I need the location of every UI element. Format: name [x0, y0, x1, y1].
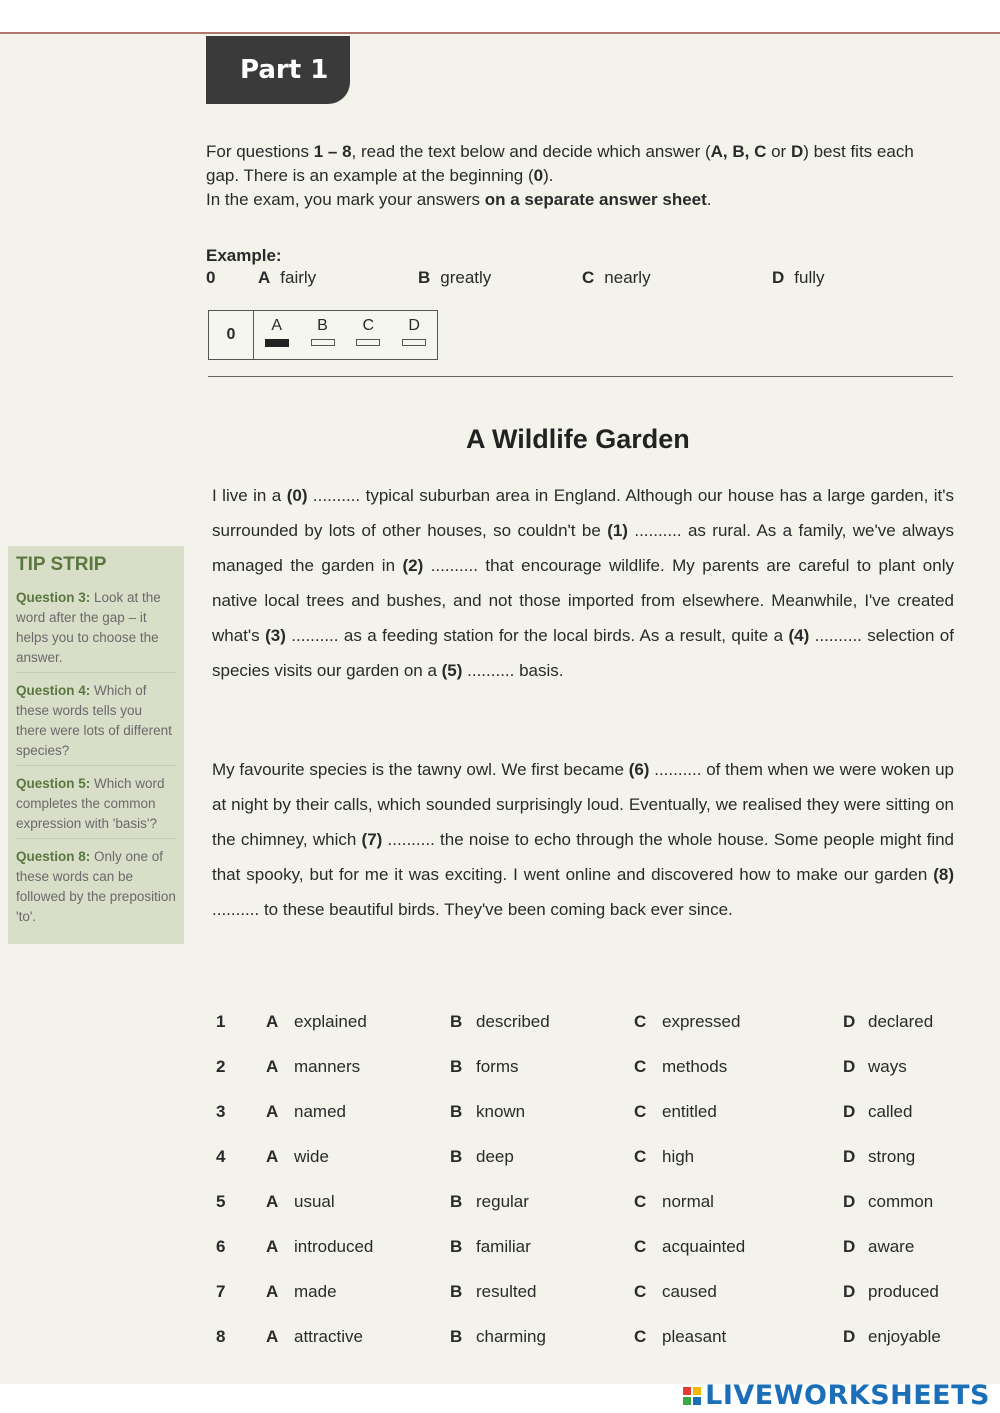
option-letter: D — [772, 268, 785, 287]
liveworksheets-logo-icon — [683, 1387, 701, 1405]
example-option-b — [418, 268, 491, 288]
option-letter-a[interactable]: A — [266, 1282, 279, 1301]
option-text-b[interactable]: familiar — [476, 1237, 531, 1256]
option-letter-b[interactable]: B — [450, 1327, 463, 1346]
instr-answer-sheet: on a separate answer sheet — [484, 190, 707, 209]
option-letter-c[interactable]: C — [634, 1327, 647, 1346]
instr-text: , read the text below and decide which answer ( — [351, 142, 711, 161]
tip-item-question-5 — [16, 774, 176, 839]
option-letter-c[interactable]: C — [634, 1282, 647, 1301]
answer-bubble-b[interactable] — [300, 311, 346, 359]
option-text: fairly — [280, 268, 317, 287]
bubble-letter: D — [408, 317, 420, 334]
option-letter-a[interactable]: A — [266, 1147, 279, 1166]
option-letter-d[interactable]: D — [843, 1012, 856, 1031]
worksheet-page — [0, 32, 1000, 1384]
instr-text: In the exam, you mark your answers — [206, 190, 485, 209]
passage-title: A Wildlife Garden — [466, 424, 690, 454]
bubble-letter: C — [362, 317, 375, 334]
tip-text: Look at the word after the gap – it helps you to choose the answer. — [16, 590, 161, 665]
option-letter-c[interactable]: C — [634, 1012, 647, 1031]
option-letter-d[interactable]: D — [843, 1237, 856, 1256]
option-text-b[interactable]: deep — [476, 1147, 514, 1166]
instructions-answer-sheet — [206, 188, 951, 212]
option-text-b[interactable]: resulted — [476, 1282, 537, 1301]
option-text-c[interactable]: high — [662, 1147, 695, 1166]
option-text-a[interactable]: made — [294, 1282, 337, 1301]
liveworksheets-brand — [683, 1380, 990, 1411]
brand-text: LIVEWORKSHEETS — [705, 1380, 990, 1411]
instr-option-d: D — [790, 142, 804, 161]
option-text-b[interactable]: known — [476, 1102, 526, 1121]
option-text-a[interactable]: explained — [294, 1012, 367, 1031]
tip-question-label: Question 3: — [16, 590, 91, 605]
question-number: 6 — [216, 1237, 226, 1256]
option-letter-d[interactable]: D — [843, 1282, 856, 1301]
option-letter-c[interactable]: C — [634, 1057, 647, 1076]
option-letter-a[interactable]: A — [266, 1057, 279, 1076]
option-text-d[interactable]: produced — [868, 1282, 939, 1301]
passage-text: .......... of them when we were woken up at night by their calls, which sounded surprisingly loud. Eventually, we realised they were sitting on the chimney, which — [212, 760, 954, 849]
gap-number: (4) — [788, 626, 810, 645]
answer-bubble-c[interactable] — [345, 311, 391, 359]
option-text-c[interactable]: methods — [662, 1057, 728, 1076]
option-text-c[interactable]: caused — [662, 1282, 717, 1301]
tip-question-label: Question 8: — [16, 849, 91, 864]
option-letter-d[interactable]: D — [843, 1147, 856, 1166]
section-divider — [208, 376, 953, 377]
option-letter-a[interactable]: A — [266, 1327, 279, 1346]
instr-text: ) best fits each gap. There is an example at the beginning ( — [206, 142, 914, 185]
option-text-d[interactable]: called — [868, 1102, 913, 1121]
example-label: Example: — [206, 246, 282, 265]
option-text-c[interactable]: entitled — [662, 1102, 717, 1121]
option-text-c[interactable]: expressed — [662, 1012, 741, 1031]
option-letter: A — [258, 268, 271, 287]
question-number: 1 — [216, 1012, 226, 1031]
option-text: fully — [794, 268, 825, 287]
empty-bubble-mark — [402, 339, 426, 346]
instr-text: ). — [543, 166, 554, 185]
option-text-d[interactable]: enjoyable — [868, 1327, 941, 1346]
option-text-b[interactable]: regular — [476, 1192, 529, 1211]
question-number: 5 — [216, 1192, 226, 1211]
option-text-a[interactable]: attractive — [294, 1327, 363, 1346]
question-row — [216, 1282, 956, 1306]
option-text-c[interactable]: pleasant — [662, 1327, 727, 1346]
option-letter-c[interactable]: C — [634, 1192, 647, 1211]
option-text-b[interactable]: charming — [476, 1327, 546, 1346]
option-text-b[interactable]: forms — [476, 1057, 519, 1076]
instr-range: 1 – 8 — [313, 142, 352, 161]
tip-text: Which word completes the common expression with 'basis'? — [16, 776, 165, 831]
empty-bubble-mark — [311, 339, 335, 346]
tip-item-question-8 — [16, 847, 176, 931]
question-row — [216, 1192, 956, 1216]
option-text-a[interactable]: usual — [294, 1192, 335, 1211]
passage-text: .......... as rural. As a family, we've always managed the garden in — [212, 521, 954, 575]
example-answer-box — [208, 310, 438, 360]
example-number-text: 0 — [206, 268, 216, 287]
instr-text: . — [706, 190, 712, 209]
option-letter-a[interactable]: A — [266, 1192, 279, 1211]
empty-bubble-mark — [356, 339, 380, 346]
option-text: nearly — [604, 268, 651, 287]
gap-number: (8) — [933, 865, 954, 884]
option-text-a[interactable]: manners — [294, 1057, 361, 1076]
option-letter-b[interactable]: B — [450, 1282, 463, 1301]
tip-item-question-3 — [16, 588, 176, 673]
question-row — [216, 1327, 956, 1351]
instr-options: A, B, C — [710, 142, 767, 161]
answer-bubble-d[interactable] — [391, 311, 437, 359]
tip-question-label: Question 4: — [16, 683, 91, 698]
example-number — [206, 268, 225, 288]
option-letter-a[interactable]: A — [266, 1012, 279, 1031]
question-number: 4 — [216, 1147, 226, 1166]
answer-bubble-a[interactable] — [254, 311, 300, 359]
passage-text: I live in a — [212, 486, 287, 505]
gap-number: (6) — [628, 760, 650, 779]
option-text-a[interactable]: named — [294, 1102, 346, 1121]
filled-bubble-mark — [265, 339, 289, 347]
instr-zero: 0 — [533, 166, 544, 185]
example-option-d — [772, 268, 825, 288]
question-number: 8 — [216, 1327, 226, 1346]
passage-text: .......... selection of species visits our garden on a — [212, 626, 954, 680]
gap-number: (1) — [607, 521, 628, 540]
question-row — [216, 1147, 956, 1171]
example-option-a — [258, 268, 316, 288]
passage-text: .......... basis. — [462, 661, 564, 680]
option-text-d[interactable]: common — [868, 1192, 934, 1211]
tip-text: Only one of these words can be followed by the preposition 'to'. — [16, 849, 176, 924]
tip-text: Which of these words tells you there were lots of different species? — [16, 683, 172, 758]
option-letter-b[interactable]: B — [450, 1237, 463, 1256]
tip-strip — [8, 546, 184, 944]
example-option-c — [582, 268, 651, 288]
option-letter-b[interactable]: B — [450, 1012, 463, 1031]
option-letter-d[interactable]: D — [843, 1192, 856, 1211]
tip-item-question-4 — [16, 681, 176, 766]
option-letter-d[interactable]: D — [843, 1327, 856, 1346]
question-row — [216, 1012, 956, 1036]
instructions-paragraph — [206, 140, 951, 188]
option-text: greatly — [440, 268, 492, 287]
gap-number: (5) — [441, 661, 463, 680]
question-number: 7 — [216, 1282, 226, 1301]
option-letter-c[interactable]: C — [634, 1102, 647, 1121]
passage-paragraph-1 — [212, 478, 954, 688]
option-text-d[interactable]: aware — [868, 1237, 915, 1256]
gap-number: (0) — [286, 486, 308, 505]
option-text-d[interactable]: declared — [868, 1012, 934, 1031]
option-letter-c[interactable]: C — [634, 1147, 647, 1166]
passage-text: .......... to these beautiful birds. They've been coming back ever since. — [212, 900, 733, 919]
option-letter: B — [418, 268, 431, 287]
option-text-b[interactable]: described — [476, 1012, 550, 1031]
passage-text: .......... typical suburban area in England. Although our house has a large garden, it's surrounded by lots of other houses, so couldn't be — [212, 486, 955, 540]
passage-text: .......... the noise to echo through the whole house. Some people might find that spooky, but for me it was exciting. I went online and discovered how to make our garden — [212, 830, 954, 884]
bubble-letter: A — [271, 317, 283, 334]
option-letter-b[interactable]: B — [450, 1057, 463, 1076]
option-letter-a[interactable]: A — [266, 1102, 279, 1121]
instr-text: or — [766, 142, 791, 161]
gap-number: (2) — [402, 556, 424, 575]
passage-text: My favourite species is the tawny owl. We first became — [212, 760, 629, 779]
passage-text: .......... as a feeding station for the local birds. As a result, quite a — [285, 626, 789, 645]
bubble-letter: B — [317, 317, 328, 334]
option-text-c[interactable]: normal — [662, 1192, 714, 1211]
tip-question-label: Question 5: — [16, 776, 91, 791]
instr-text: For questions — [206, 142, 314, 161]
question-number: 3 — [216, 1102, 226, 1121]
option-letter-d[interactable]: D — [843, 1102, 856, 1121]
passage-text: .......... that encourage wildlife. My parents are careful to plant only native local trees and bushes, and not those imported from elsewhere. Meanwhile, I've created what's — [212, 556, 954, 645]
tip-strip-title: TIP STRIP — [16, 554, 107, 575]
gap-number: (3) — [265, 626, 286, 645]
option-letter-b[interactable]: B — [450, 1147, 463, 1166]
answer-box-number: 0 — [209, 311, 254, 359]
option-letter-d[interactable]: D — [843, 1057, 856, 1076]
option-text-a[interactable]: introduced — [294, 1237, 374, 1256]
question-row — [216, 1237, 956, 1261]
option-letter: C — [582, 268, 595, 287]
question-row — [216, 1102, 956, 1126]
part-tab: Part 1 — [206, 36, 350, 104]
question-number: 2 — [216, 1057, 226, 1076]
option-text-a[interactable]: wide — [294, 1147, 329, 1166]
option-letter-a[interactable]: A — [266, 1237, 279, 1256]
option-letter-b[interactable]: B — [450, 1192, 463, 1211]
option-text-d[interactable]: strong — [868, 1147, 916, 1166]
option-letter-c[interactable]: C — [634, 1237, 647, 1256]
option-letter-b[interactable]: B — [450, 1102, 463, 1121]
passage-paragraph-2 — [212, 752, 954, 927]
option-text-c[interactable]: acquainted — [662, 1237, 746, 1256]
gap-number: (7) — [361, 830, 383, 849]
option-text-d[interactable]: ways — [868, 1057, 907, 1076]
question-row — [216, 1057, 956, 1081]
